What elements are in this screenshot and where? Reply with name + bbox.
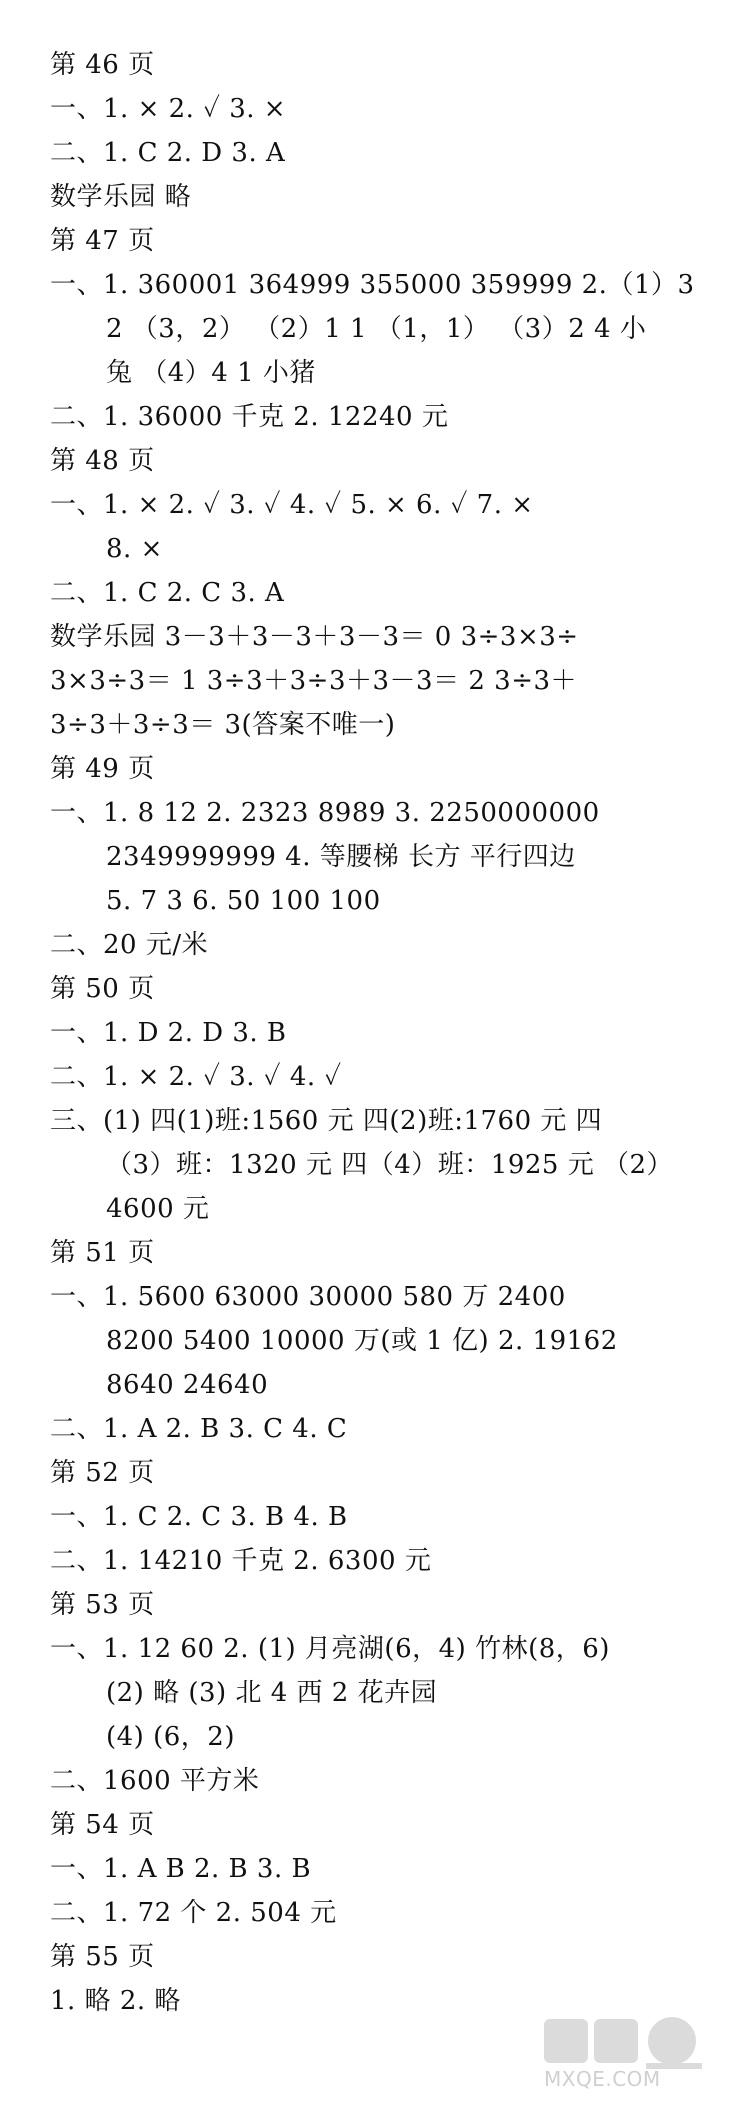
answer-line: 一、1. 5600 63000 30000 580 万 2400 [50, 1282, 566, 1312]
answer-line: 二、1. 72 个 2. 504 元 [50, 1898, 337, 1928]
answer-line: 一、1. 8 12 2. 2323 8989 3. 2250000000 [50, 798, 600, 828]
answer-line: 数学乐园 略 [50, 182, 192, 212]
answer-line: 一、1. C 2. C 3. B 4. B [50, 1502, 348, 1532]
answer-line: 1. 略 2. 略 [50, 1986, 181, 2016]
answer-line-continued: 8640 24640 [106, 1370, 269, 1400]
page-heading-50: 第 50 页 [50, 974, 155, 1004]
answer-line: 一、1. × 2. ✓ 3. × [50, 94, 287, 124]
answer-line-continued: (4) (6，2) [106, 1722, 235, 1752]
page-heading-46: 第 46 页 [50, 50, 155, 80]
answer-line: 二、1. 14210 千克 2. 6300 元 [50, 1546, 432, 1576]
page-heading-49: 第 49 页 [50, 754, 155, 784]
page-heading-54: 第 54 页 [50, 1810, 155, 1840]
answer-line-continued: 4600 元 [106, 1194, 210, 1224]
watermark-text: MXQE.COM [544, 2067, 661, 2091]
answer-line: 二、1. × 2. ✓ 3. ✓ 4. ✓ [50, 1062, 342, 1092]
answer-line-continued: （3）班：1320 元 四（4）班：1925 元 （2） [106, 1150, 674, 1180]
answer-line: 二、1. A 2. B 3. C 4. C [50, 1414, 348, 1444]
page-heading-51: 第 51 页 [50, 1238, 155, 1268]
answer-line-continued: 兔 （4）4 1 小猪 [106, 358, 316, 388]
answer-line-continued: 3×3÷3＝ 1 3÷3＋3÷3＋3－3＝ 2 3÷3＋ [50, 666, 578, 696]
answer-line: 三、(1) 四(1)班:1560 元 四(2)班:1760 元 四 [50, 1106, 603, 1136]
answer-line-continued: 8200 5400 10000 万(或 1 亿) 2. 19162 [106, 1326, 618, 1356]
answer-line-continued: 2349999999 4. 等腰梯 长方 平行四边 [106, 842, 576, 872]
answer-line-continued: 5. 7 3 6. 50 100 100 [106, 886, 381, 916]
answer-line: 数学乐园 3－3＋3－3＋3－3＝ 0 3÷3×3÷ [50, 622, 579, 652]
answer-line: 一、1. A B 2. B 3. B [50, 1854, 312, 1884]
answer-line: 一、1. × 2. ✓ 3. ✓ 4. ✓ 5. × 6. ✓ 7. × [50, 490, 534, 520]
watermark-logo [536, 2011, 726, 2095]
page-heading-53: 第 53 页 [50, 1590, 155, 1620]
answer-line: 一、1. 360001 364999 355000 359999 2.（1）3 [50, 270, 695, 300]
answer-line-continued: 3÷3＋3÷3＝ 3(答案不唯一) [50, 710, 396, 740]
answer-line: 二、1. C 2. C 3. A [50, 578, 285, 608]
page-heading-52: 第 52 页 [50, 1458, 155, 1488]
answer-line-continued: 8. × [106, 534, 163, 564]
answer-line: 二、1. C 2. D 3. A [50, 138, 286, 168]
answer-line: 一、1. 12 60 2. (1) 月亮湖(6，4) 竹林(8，6) [50, 1634, 610, 1664]
page-heading-48: 第 48 页 [50, 446, 155, 476]
answer-line: 一、1. D 2. D 3. B [50, 1018, 287, 1048]
answer-line: 二、1600 平方米 [50, 1766, 260, 1796]
answer-line: 二、20 元/米 [50, 930, 209, 960]
page-heading-55: 第 55 页 [50, 1942, 155, 1972]
answer-line-continued: 2 （3，2） （2）1 1 （1，1） （3）2 4 小 [106, 314, 647, 344]
page-heading-47: 第 47 页 [50, 226, 155, 256]
answer-line-continued: (2) 略 (3) 北 4 西 2 花卉园 [106, 1678, 438, 1708]
answer-line: 二、1. 36000 千克 2. 12240 元 [50, 402, 449, 432]
